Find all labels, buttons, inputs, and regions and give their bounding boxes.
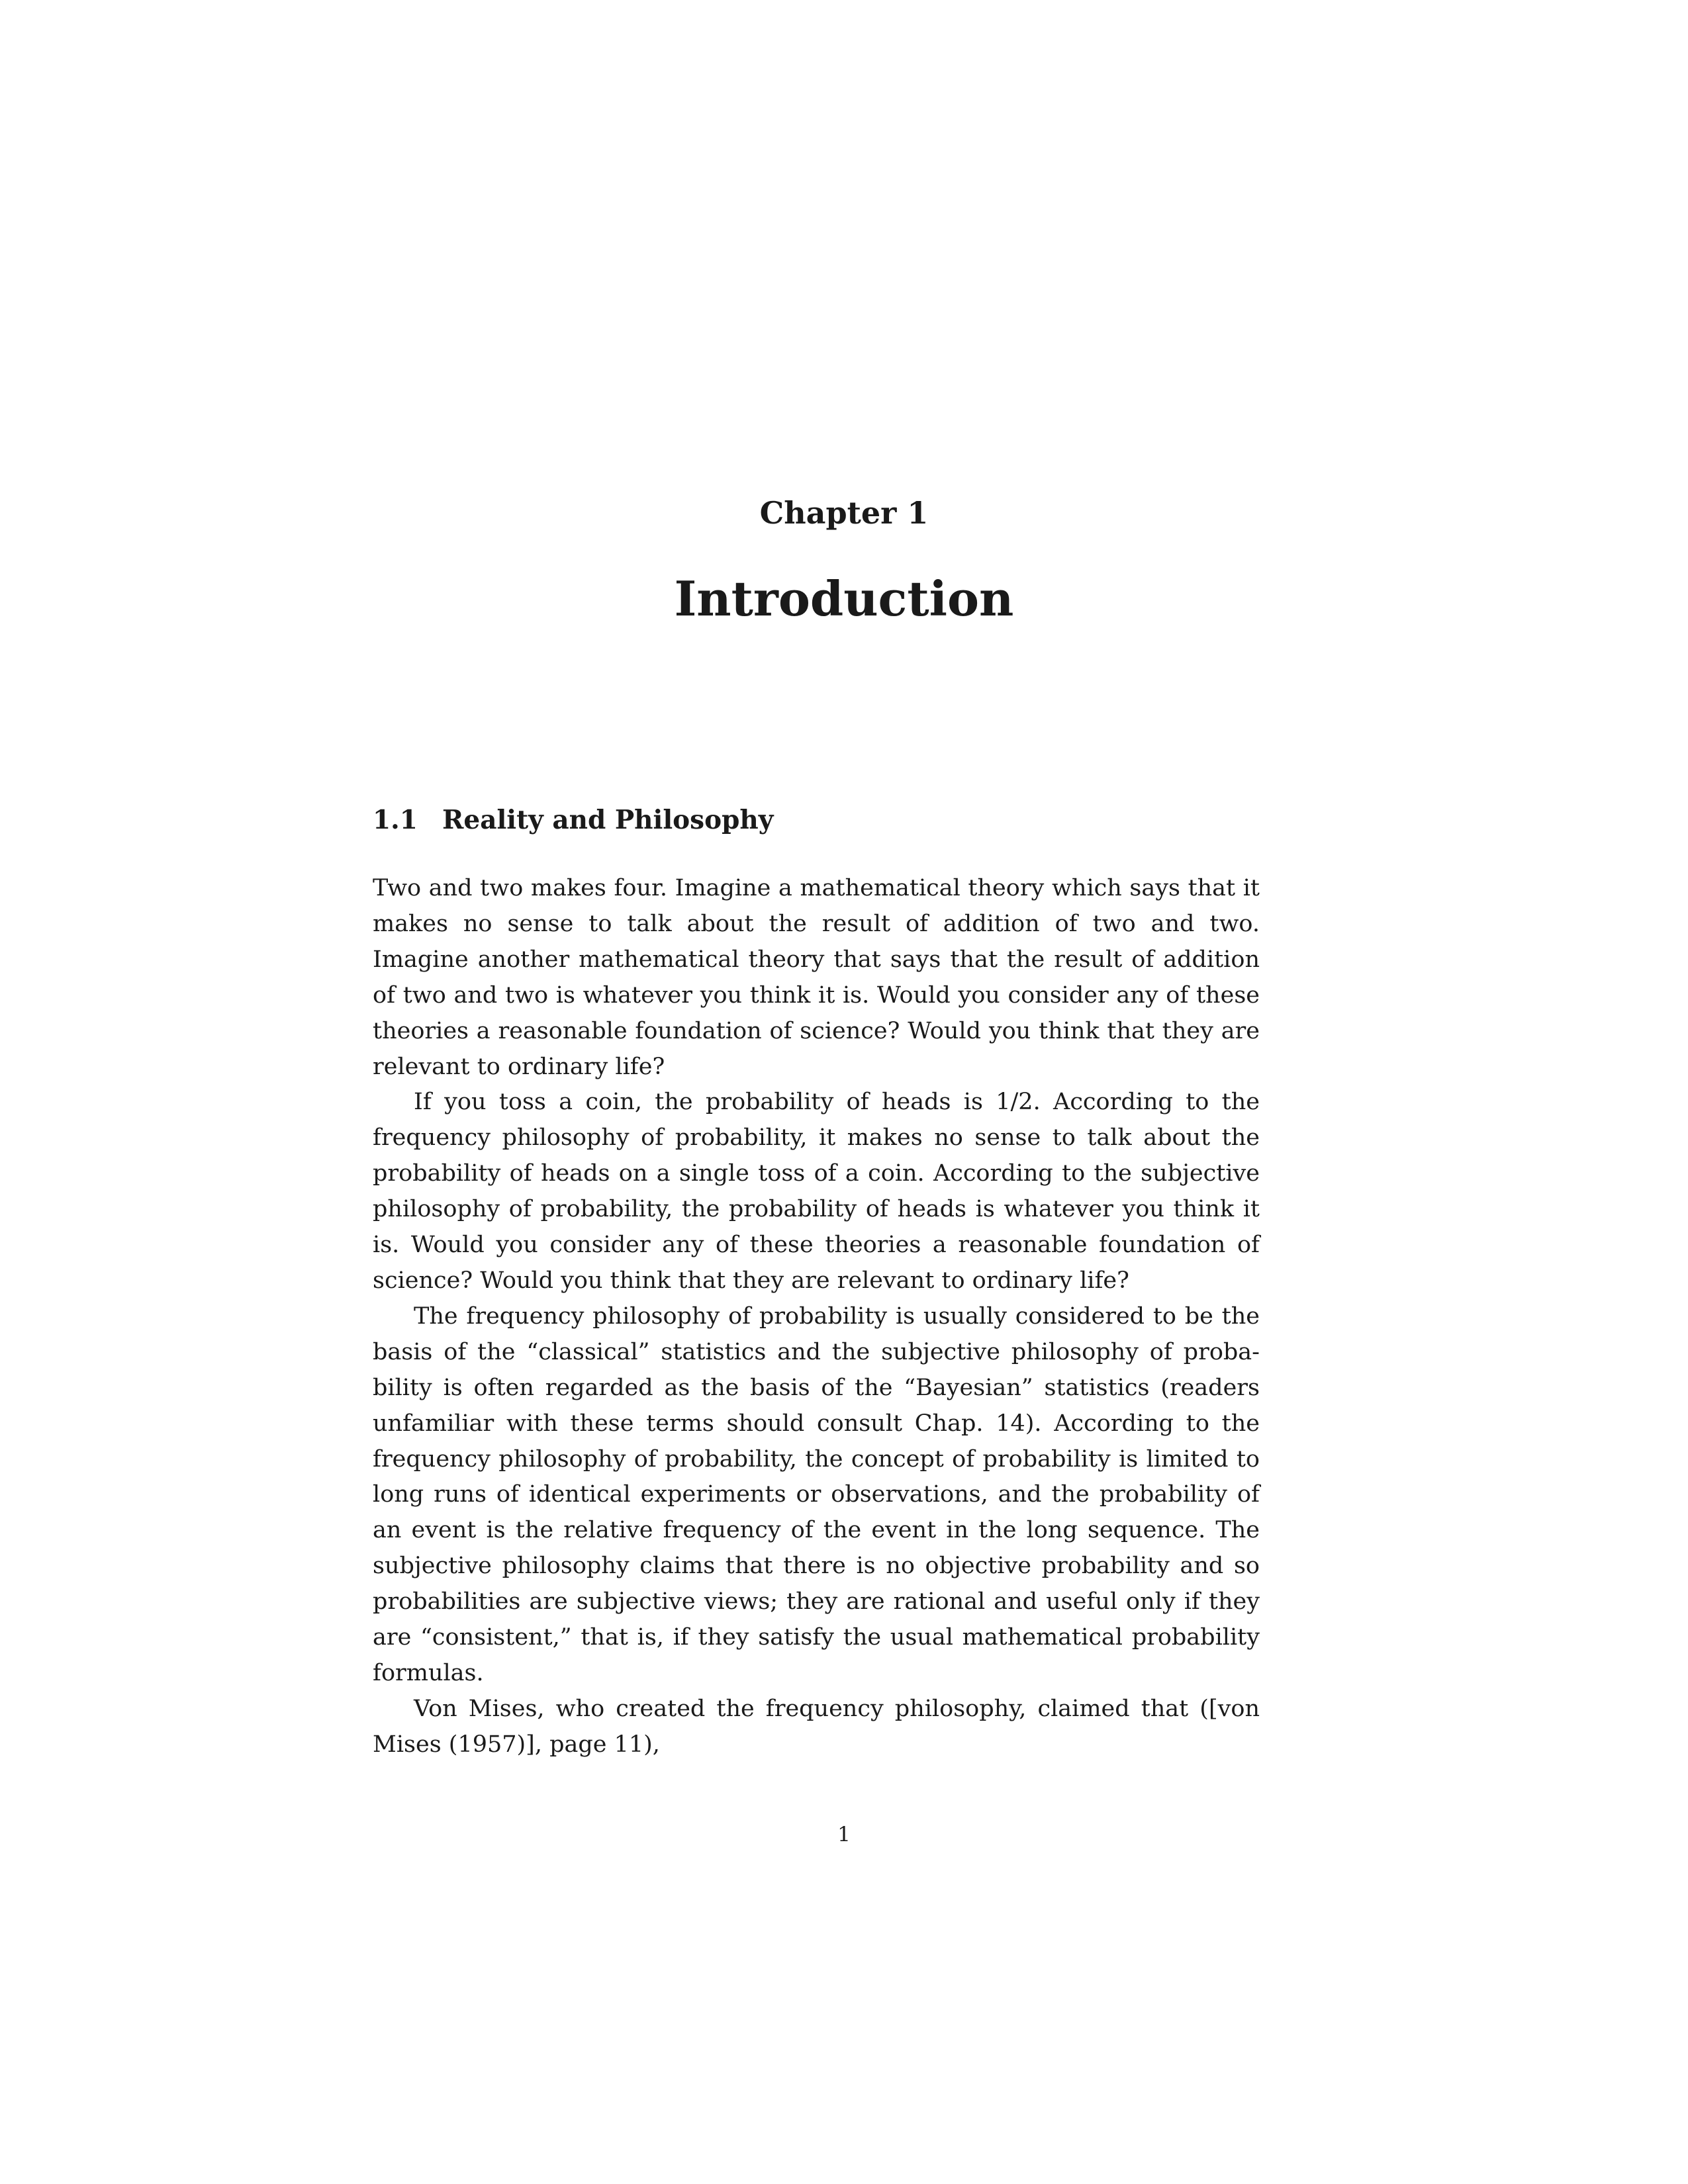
section-heading xyxy=(373,802,773,838)
paragraph: Two and two makes four. Imagine a mathematical theory which says that it makes no sense to talk about the result of addition of two and two. Imagine another mathematical theory that says that the result of addition of two and two is whatever you think it is. Would you consider any of these theories a reasonable foundation of science? Would you think that they are relevant to ordinary life? xyxy=(373,875,1260,1080)
paragraph: Von Mises, who created the frequency philosophy, claimed that ([von Mises (1957)], page 11), xyxy=(373,1695,1260,1758)
paragraph: If you toss a coin, the probability of heads is 1/2. According to the frequency philosophy of probability, it makes no sense to talk about the probability of heads on a single toss of a coin. According to the subjective philosophy of probability, the probability of heads is whatever you think it is. Would you consider any of these theories a reasonable foundation of science? Would you think that they are relevant to ordinary life? xyxy=(373,1089,1260,1294)
section-title: Reality and Philosophy xyxy=(442,805,774,835)
chapter-title: Introduction xyxy=(674,570,1014,627)
page-number: 1 xyxy=(837,1823,851,1846)
body-text xyxy=(373,871,1260,1763)
chapter-label: Chapter 1 xyxy=(759,495,929,531)
paragraph: The frequency philosophy of probability is usually considered to be the basis of the “classical” statistics and the subjective philosophy of probability is often regarded as the basis of the “Bayesian” statistics (readers unfamiliar with these terms should consult Chap. 14). According to the frequency philosophy of probability, the concept of probability is limited to long runs of identical experiments or observations, and the probability of an event is the relative frequency of the event in the long sequence. The subjective philosophy claims that there is no objective probability and so probabilities are subjective views; they are rational and useful only if they are “consistent,” that is, if they satisfy the usual mathematical probability formulas. xyxy=(373,1302,1260,1686)
section-number: 1.1 xyxy=(373,805,418,835)
